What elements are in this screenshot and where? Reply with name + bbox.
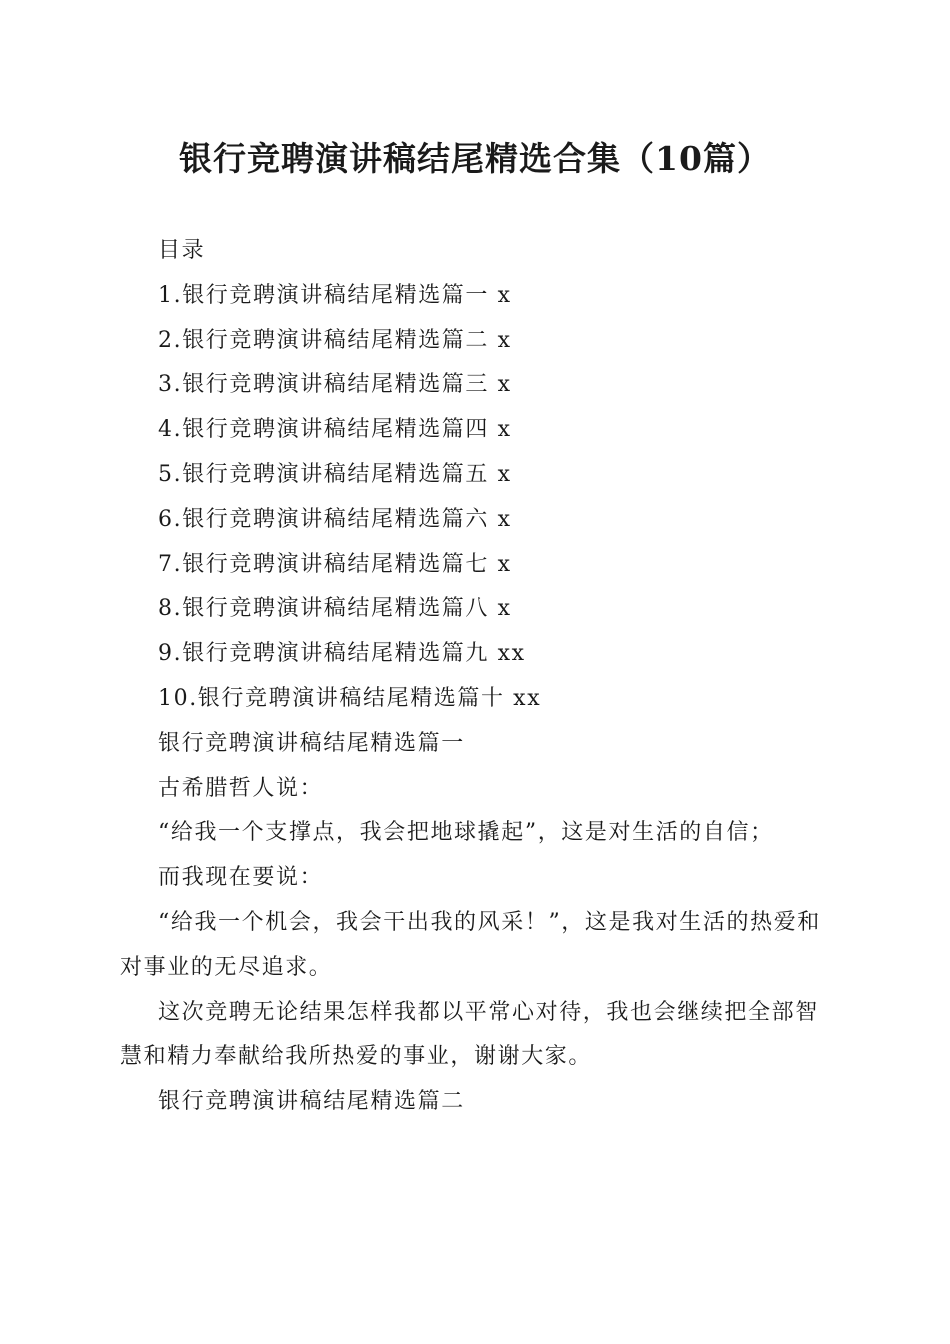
toc-item-5: 5.银行竞聘演讲稿结尾精选篇五 x bbox=[158, 461, 512, 487]
paragraph-2: “给我一个支撑点，我会把地球撬起”，这是对生活的自信； bbox=[158, 820, 774, 846]
toc-item-3: 3.银行竞聘演讲稿结尾精选篇三 x bbox=[158, 372, 512, 398]
toc-item-7: 7.银行竞聘演讲稿结尾精选篇七 x bbox=[158, 551, 512, 577]
toc-heading: 目录 bbox=[158, 238, 206, 263]
paragraph-4: “给我一个机会，我会干出我的风采！”，这是我对生活的热爱和对事业的无尽追求。 bbox=[120, 909, 821, 980]
section-1-heading: 银行竞聘演讲稿结尾精选篇一 bbox=[158, 730, 465, 756]
toc-item-2: 2.银行竞聘演讲稿结尾精选篇二 x bbox=[158, 327, 512, 353]
paragraph-3: 而我现在要说： bbox=[158, 865, 324, 891]
toc-item-1: 1.银行竞聘演讲稿结尾精选篇一 x bbox=[158, 282, 512, 308]
toc-item-10: 10.银行竞聘演讲稿结尾精选篇十 xx bbox=[158, 685, 542, 711]
section-2-heading: 银行竞聘演讲稿结尾精选篇二 bbox=[158, 1089, 465, 1115]
paragraph-5: 这次竞聘无论结果怎样我都以平常心对待，我也会继续把全部智慧和精力奉献给我所热爱的事业，谢谢大家。 bbox=[120, 999, 819, 1070]
toc-item-4: 4.银行竞聘演讲稿结尾精选篇四 x bbox=[158, 417, 512, 443]
document-title: 银行竞聘演讲稿结尾精选合集（10篇） bbox=[179, 139, 771, 178]
toc-item-8: 8.银行竞聘演讲稿结尾精选篇八 x bbox=[158, 596, 512, 622]
paragraph-1: 古希腊哲人说： bbox=[158, 775, 324, 801]
toc-item-6: 6.银行竞聘演讲稿结尾精选篇六 x bbox=[158, 506, 512, 532]
document-body bbox=[120, 229, 840, 1125]
toc-item-9: 9.银行竞聘演讲稿结尾精选篇九 xx bbox=[158, 641, 526, 667]
